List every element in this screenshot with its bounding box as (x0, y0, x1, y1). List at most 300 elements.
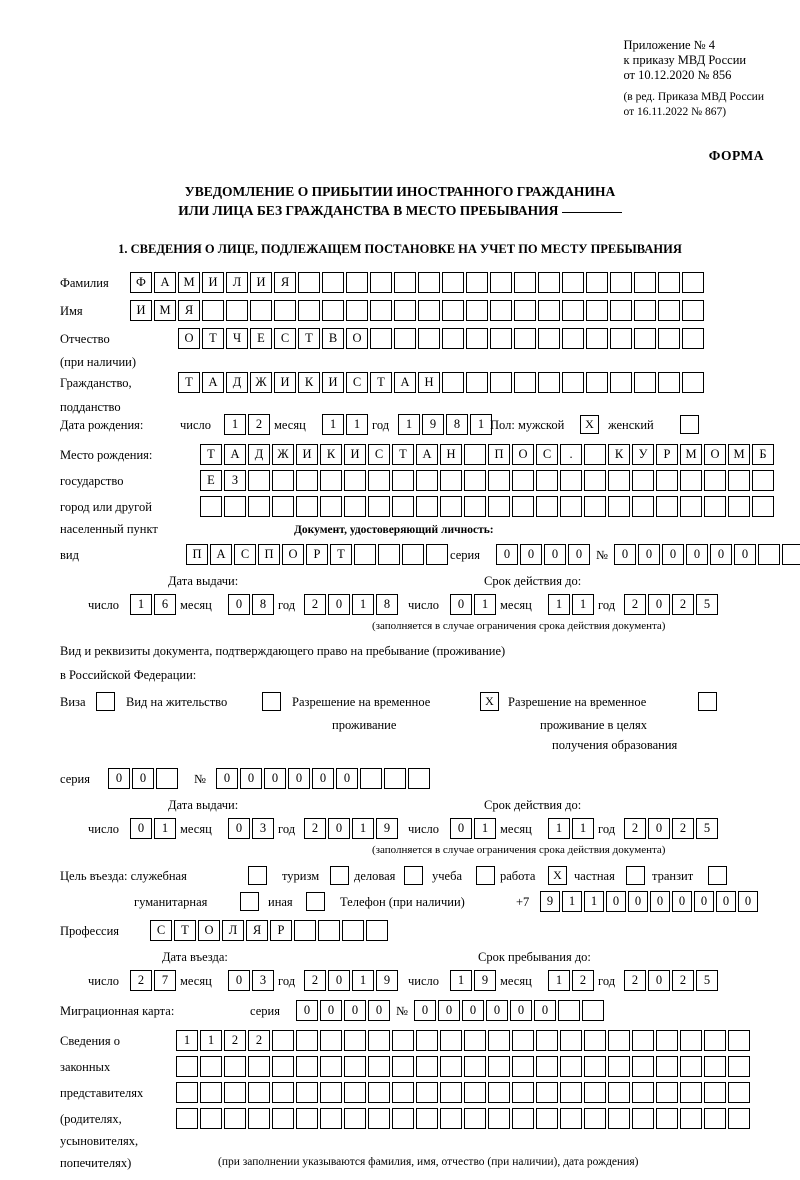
form-cell[interactable] (536, 1056, 558, 1077)
form-cell[interactable]: 0 (368, 1000, 390, 1021)
form-cell[interactable] (704, 1030, 726, 1051)
form-cell[interactable]: 0 (228, 594, 250, 615)
form-cell[interactable] (394, 328, 416, 349)
form-cell[interactable]: И (274, 372, 296, 393)
stay-month-cells[interactable] (548, 970, 596, 991)
form-cell[interactable] (176, 1082, 198, 1103)
form-cell[interactable] (656, 1056, 678, 1077)
form-cell[interactable]: Я (246, 920, 268, 941)
form-cell[interactable]: 0 (628, 891, 648, 912)
form-cell[interactable] (560, 496, 582, 517)
form-cell[interactable] (728, 470, 750, 491)
form-cell[interactable] (658, 328, 680, 349)
form-cell[interactable] (560, 1082, 582, 1103)
form-cell[interactable] (294, 920, 316, 941)
form-cell[interactable]: К (608, 444, 630, 465)
form-cell[interactable] (536, 1082, 558, 1103)
form-cell[interactable] (416, 1056, 438, 1077)
form-cell[interactable] (584, 1082, 606, 1103)
form-cell[interactable] (370, 328, 392, 349)
purpose-transit-checkbox[interactable] (708, 866, 727, 885)
issue-year-cells[interactable] (304, 594, 400, 615)
form-cell[interactable]: 0 (686, 544, 708, 565)
form-cell[interactable]: И (202, 272, 224, 293)
form-cell[interactable]: С (234, 544, 256, 565)
form-cell[interactable] (368, 1030, 390, 1051)
form-cell[interactable]: Л (222, 920, 244, 941)
form-cell[interactable] (320, 1030, 342, 1051)
form-cell[interactable]: Ж (250, 372, 272, 393)
form-cell[interactable] (296, 1082, 318, 1103)
form-cell[interactable]: М (178, 272, 200, 293)
form-cell[interactable] (466, 328, 488, 349)
form-cell[interactable]: О (704, 444, 726, 465)
patronymic-cells[interactable] (178, 328, 706, 349)
form-cell[interactable] (680, 1056, 702, 1077)
form-cell[interactable]: 0 (462, 1000, 484, 1021)
form-cell[interactable]: С (274, 328, 296, 349)
profession-cells[interactable] (150, 920, 390, 941)
form-cell[interactable] (512, 1030, 534, 1051)
form-cell[interactable]: 0 (606, 891, 626, 912)
migration-series-cells[interactable] (296, 1000, 392, 1021)
valid-year-cells[interactable] (624, 594, 720, 615)
form-cell[interactable]: И (130, 300, 152, 321)
form-cell[interactable]: Т (330, 544, 352, 565)
form-cell[interactable] (704, 470, 726, 491)
form-cell[interactable]: И (296, 444, 318, 465)
form-cell[interactable]: 1 (176, 1030, 198, 1051)
form-cell[interactable]: А (224, 444, 246, 465)
form-cell[interactable] (224, 496, 246, 517)
valid-day-cells[interactable] (450, 594, 498, 615)
form-cell[interactable]: Я (178, 300, 200, 321)
permit-issue-month-cells[interactable] (228, 818, 276, 839)
form-cell[interactable] (608, 1082, 630, 1103)
form-cell[interactable] (392, 1082, 414, 1103)
form-cell[interactable] (536, 470, 558, 491)
form-cell[interactable]: 0 (296, 1000, 318, 1021)
form-cell[interactable] (490, 272, 512, 293)
form-cell[interactable]: А (416, 444, 438, 465)
purpose-humanitarian-checkbox[interactable] (240, 892, 259, 911)
form-cell[interactable] (272, 470, 294, 491)
form-cell[interactable] (488, 1108, 510, 1129)
form-cell[interactable] (394, 272, 416, 293)
form-cell[interactable] (632, 1056, 654, 1077)
edu-residence-checkbox[interactable] (698, 692, 717, 711)
form-cell[interactable] (464, 470, 486, 491)
form-cell[interactable] (464, 496, 486, 517)
form-cell[interactable]: Ж (272, 444, 294, 465)
form-cell[interactable] (536, 1030, 558, 1051)
form-cell[interactable]: 0 (662, 544, 684, 565)
form-cell[interactable] (584, 496, 606, 517)
form-cell[interactable]: 0 (264, 768, 286, 789)
form-cell[interactable] (442, 300, 464, 321)
form-cell[interactable]: А (154, 272, 176, 293)
permit-issue-year-cells[interactable] (304, 818, 400, 839)
form-cell[interactable]: 1 (352, 594, 374, 615)
form-cell[interactable] (416, 1108, 438, 1129)
surname-cells[interactable] (130, 272, 706, 293)
form-cell[interactable]: 0 (328, 594, 350, 615)
form-cell[interactable] (728, 1056, 750, 1077)
form-cell[interactable]: 2 (572, 970, 594, 991)
form-cell[interactable]: 0 (240, 768, 262, 789)
form-cell[interactable]: 9 (376, 970, 398, 991)
form-cell[interactable] (200, 1108, 222, 1129)
form-cell[interactable]: 0 (450, 594, 472, 615)
form-cell[interactable] (176, 1108, 198, 1129)
form-cell[interactable] (384, 768, 406, 789)
form-cell[interactable] (366, 920, 388, 941)
form-cell[interactable] (682, 328, 704, 349)
form-cell[interactable]: 7 (154, 970, 176, 991)
permit-series-cells[interactable] (108, 768, 180, 789)
form-cell[interactable] (392, 470, 414, 491)
form-cell[interactable]: 0 (288, 768, 310, 789)
form-cell[interactable] (514, 300, 536, 321)
form-cell[interactable]: О (282, 544, 304, 565)
form-cell[interactable]: Р (270, 920, 292, 941)
form-cell[interactable]: 3 (252, 818, 274, 839)
permit-valid-year-cells[interactable] (624, 818, 720, 839)
form-cell[interactable] (728, 496, 750, 517)
form-cell[interactable]: Е (200, 470, 222, 491)
sex-female-checkbox[interactable] (680, 415, 699, 434)
form-cell[interactable] (656, 1082, 678, 1103)
form-cell[interactable]: 0 (328, 818, 350, 839)
form-cell[interactable] (584, 1030, 606, 1051)
form-cell[interactable] (344, 1082, 366, 1103)
doc-series-cells[interactable] (496, 544, 592, 565)
form-cell[interactable] (416, 470, 438, 491)
form-cell[interactable] (632, 1108, 654, 1129)
form-cell[interactable]: 0 (650, 891, 670, 912)
form-cell[interactable] (298, 300, 320, 321)
form-cell[interactable] (394, 300, 416, 321)
form-cell[interactable] (248, 1108, 270, 1129)
form-cell[interactable] (224, 1108, 246, 1129)
form-cell[interactable] (392, 1030, 414, 1051)
form-cell[interactable]: 3 (252, 970, 274, 991)
form-cell[interactable] (464, 1056, 486, 1077)
form-cell[interactable] (418, 272, 440, 293)
form-cell[interactable] (344, 1108, 366, 1129)
form-cell[interactable] (248, 1056, 270, 1077)
form-cell[interactable] (586, 300, 608, 321)
stay-day-cells[interactable] (450, 970, 498, 991)
form-cell[interactable] (658, 272, 680, 293)
form-cell[interactable] (370, 272, 392, 293)
form-cell[interactable]: 0 (534, 1000, 556, 1021)
form-cell[interactable] (416, 496, 438, 517)
form-cell[interactable] (658, 300, 680, 321)
form-cell[interactable] (318, 920, 340, 941)
form-cell[interactable] (296, 470, 318, 491)
form-cell[interactable] (320, 496, 342, 517)
form-cell[interactable] (370, 300, 392, 321)
form-cell[interactable]: С (346, 372, 368, 393)
form-cell[interactable]: И (344, 444, 366, 465)
form-cell[interactable]: Т (392, 444, 414, 465)
form-cell[interactable] (682, 272, 704, 293)
form-cell[interactable] (560, 1056, 582, 1077)
form-cell[interactable]: 1 (548, 594, 570, 615)
form-cell[interactable] (610, 300, 632, 321)
form-cell[interactable] (442, 328, 464, 349)
form-cell[interactable]: 2 (672, 970, 694, 991)
issue-month-cells[interactable] (228, 594, 276, 615)
form-cell[interactable]: 9 (376, 818, 398, 839)
form-cell[interactable]: 0 (320, 1000, 342, 1021)
form-cell[interactable] (560, 1108, 582, 1129)
form-cell[interactable] (512, 1056, 534, 1077)
phone-cells[interactable] (540, 891, 760, 912)
form-cell[interactable]: 1 (548, 818, 570, 839)
form-cell[interactable]: А (210, 544, 232, 565)
form-cell[interactable] (538, 272, 560, 293)
form-cell[interactable]: Н (418, 372, 440, 393)
birth-year-cells[interactable] (398, 414, 494, 435)
form-cell[interactable] (416, 1030, 438, 1051)
form-cell[interactable] (416, 1082, 438, 1103)
form-cell[interactable]: М (680, 444, 702, 465)
form-cell[interactable]: Т (200, 444, 222, 465)
birthplace-city-cells[interactable] (200, 470, 776, 491)
form-cell[interactable]: Б (752, 444, 774, 465)
form-cell[interactable] (378, 544, 400, 565)
form-cell[interactable]: К (298, 372, 320, 393)
form-cell[interactable]: 8 (252, 594, 274, 615)
form-cell[interactable]: Р (306, 544, 328, 565)
form-cell[interactable] (656, 1108, 678, 1129)
permit-number-cells[interactable] (216, 768, 432, 789)
form-cell[interactable] (320, 470, 342, 491)
form-cell[interactable]: О (178, 328, 200, 349)
form-cell[interactable] (634, 300, 656, 321)
form-cell[interactable]: 5 (696, 818, 718, 839)
form-cell[interactable] (536, 1108, 558, 1129)
form-cell[interactable]: Т (202, 328, 224, 349)
form-cell[interactable]: О (198, 920, 220, 941)
form-cell[interactable] (536, 496, 558, 517)
form-cell[interactable] (392, 1056, 414, 1077)
form-cell[interactable]: П (186, 544, 208, 565)
form-cell[interactable] (728, 1108, 750, 1129)
form-cell[interactable] (512, 1108, 534, 1129)
form-cell[interactable] (488, 1030, 510, 1051)
form-cell[interactable]: Д (248, 444, 270, 465)
form-cell[interactable] (272, 1082, 294, 1103)
form-cell[interactable]: 2 (672, 818, 694, 839)
form-cell[interactable] (680, 496, 702, 517)
form-cell[interactable]: Е (250, 328, 272, 349)
legal-rep-row-4[interactable] (176, 1108, 752, 1129)
form-cell[interactable]: 0 (336, 768, 358, 789)
form-cell[interactable] (582, 1000, 604, 1021)
form-cell[interactable]: 0 (344, 1000, 366, 1021)
form-cell[interactable] (488, 470, 510, 491)
form-cell[interactable] (272, 1056, 294, 1077)
form-cell[interactable]: В (322, 328, 344, 349)
form-cell[interactable] (490, 328, 512, 349)
form-cell[interactable] (758, 544, 780, 565)
form-cell[interactable]: . (560, 444, 582, 465)
form-cell[interactable]: 8 (376, 594, 398, 615)
form-cell[interactable] (440, 1030, 462, 1051)
form-cell[interactable]: 0 (638, 544, 660, 565)
form-cell[interactable]: 1 (130, 594, 152, 615)
form-cell[interactable] (322, 300, 344, 321)
form-cell[interactable]: 1 (322, 414, 344, 435)
permit-valid-month-cells[interactable] (548, 818, 596, 839)
form-cell[interactable] (272, 1030, 294, 1051)
purpose-work-checkbox[interactable]: X (548, 866, 567, 885)
form-cell[interactable]: 2 (248, 1030, 270, 1051)
purpose-service-checkbox[interactable] (248, 866, 267, 885)
birth-day-cells[interactable] (224, 414, 272, 435)
form-cell[interactable] (512, 496, 534, 517)
form-cell[interactable]: 0 (132, 768, 154, 789)
form-cell[interactable]: 1 (154, 818, 176, 839)
form-cell[interactable] (248, 496, 270, 517)
form-cell[interactable]: 1 (584, 891, 604, 912)
form-cell[interactable]: А (394, 372, 416, 393)
form-cell[interactable] (344, 1030, 366, 1051)
form-cell[interactable] (560, 1030, 582, 1051)
form-cell[interactable] (320, 1108, 342, 1129)
form-cell[interactable] (464, 1030, 486, 1051)
form-cell[interactable] (426, 544, 448, 565)
purpose-study-checkbox[interactable] (476, 866, 495, 885)
form-cell[interactable]: 0 (130, 818, 152, 839)
form-cell[interactable] (560, 470, 582, 491)
form-cell[interactable] (224, 1056, 246, 1077)
form-cell[interactable]: 2 (130, 970, 152, 991)
form-cell[interactable]: З (224, 470, 246, 491)
form-cell[interactable] (634, 328, 656, 349)
form-cell[interactable] (466, 300, 488, 321)
form-cell[interactable] (634, 272, 656, 293)
form-cell[interactable]: 0 (738, 891, 758, 912)
form-cell[interactable] (704, 1056, 726, 1077)
form-cell[interactable] (608, 1030, 630, 1051)
form-cell[interactable]: 0 (312, 768, 334, 789)
form-cell[interactable]: 2 (624, 818, 646, 839)
form-cell[interactable] (704, 1108, 726, 1129)
sex-male-checkbox[interactable]: X (580, 415, 599, 434)
form-cell[interactable] (272, 1108, 294, 1129)
form-cell[interactable] (296, 1108, 318, 1129)
form-cell[interactable] (538, 300, 560, 321)
form-cell[interactable]: 1 (224, 414, 246, 435)
form-cell[interactable]: 6 (154, 594, 176, 615)
form-cell[interactable]: 1 (352, 970, 374, 991)
form-cell[interactable] (586, 272, 608, 293)
form-cell[interactable] (632, 470, 654, 491)
form-cell[interactable] (346, 272, 368, 293)
form-cell[interactable] (488, 1056, 510, 1077)
form-cell[interactable]: 2 (624, 970, 646, 991)
form-cell[interactable]: К (320, 444, 342, 465)
form-cell[interactable] (680, 1108, 702, 1129)
form-cell[interactable] (176, 1056, 198, 1077)
form-cell[interactable]: А (202, 372, 224, 393)
form-cell[interactable] (402, 544, 424, 565)
legal-rep-row-3[interactable] (176, 1082, 752, 1103)
form-cell[interactable]: 0 (672, 891, 692, 912)
form-cell[interactable]: 1 (562, 891, 582, 912)
form-cell[interactable]: 2 (624, 594, 646, 615)
form-cell[interactable]: 0 (438, 1000, 460, 1021)
birth-month-cells[interactable] (322, 414, 370, 435)
doc-kind-cells[interactable] (186, 544, 450, 565)
form-cell[interactable] (656, 1030, 678, 1051)
migration-number-cells[interactable] (414, 1000, 606, 1021)
issue-day-cells[interactable] (130, 594, 178, 615)
form-cell[interactable]: 8 (446, 414, 468, 435)
form-cell[interactable] (408, 768, 430, 789)
form-cell[interactable]: 2 (304, 818, 326, 839)
form-cell[interactable]: 0 (568, 544, 590, 565)
form-cell[interactable]: Я (274, 272, 296, 293)
form-cell[interactable] (440, 1056, 462, 1077)
form-cell[interactable]: Д (226, 372, 248, 393)
form-cell[interactable]: 9 (474, 970, 496, 991)
form-cell[interactable]: 2 (304, 970, 326, 991)
form-cell[interactable] (156, 768, 178, 789)
form-cell[interactable] (354, 544, 376, 565)
form-cell[interactable] (464, 1082, 486, 1103)
form-cell[interactable] (272, 496, 294, 517)
form-cell[interactable]: 1 (470, 414, 492, 435)
form-cell[interactable]: 0 (108, 768, 130, 789)
form-cell[interactable]: 0 (544, 544, 566, 565)
residence-permit-checkbox[interactable] (262, 692, 281, 711)
form-cell[interactable] (610, 272, 632, 293)
form-cell[interactable] (440, 496, 462, 517)
form-cell[interactable] (466, 272, 488, 293)
form-cell[interactable]: 0 (710, 544, 732, 565)
form-cell[interactable]: Л (226, 272, 248, 293)
form-cell[interactable] (514, 272, 536, 293)
form-cell[interactable] (728, 1030, 750, 1051)
purpose-private-checkbox[interactable] (626, 866, 645, 885)
form-cell[interactable] (728, 1082, 750, 1103)
form-cell[interactable] (346, 300, 368, 321)
form-cell[interactable] (512, 470, 534, 491)
form-cell[interactable]: 1 (548, 970, 570, 991)
form-cell[interactable]: Т (370, 372, 392, 393)
form-cell[interactable] (464, 1108, 486, 1129)
form-cell[interactable]: 1 (474, 594, 496, 615)
form-cell[interactable] (200, 496, 222, 517)
form-cell[interactable] (274, 300, 296, 321)
purpose-other-checkbox[interactable] (306, 892, 325, 911)
birthplace-city-cells-2[interactable] (200, 496, 776, 517)
form-cell[interactable] (538, 328, 560, 349)
form-cell[interactable] (558, 1000, 580, 1021)
entry-day-cells[interactable] (130, 970, 178, 991)
legal-rep-row-2[interactable] (176, 1056, 752, 1077)
form-cell[interactable]: Ф (130, 272, 152, 293)
form-cell[interactable] (320, 1056, 342, 1077)
form-cell[interactable]: 5 (696, 594, 718, 615)
form-cell[interactable] (680, 1082, 702, 1103)
form-cell[interactable] (360, 768, 382, 789)
